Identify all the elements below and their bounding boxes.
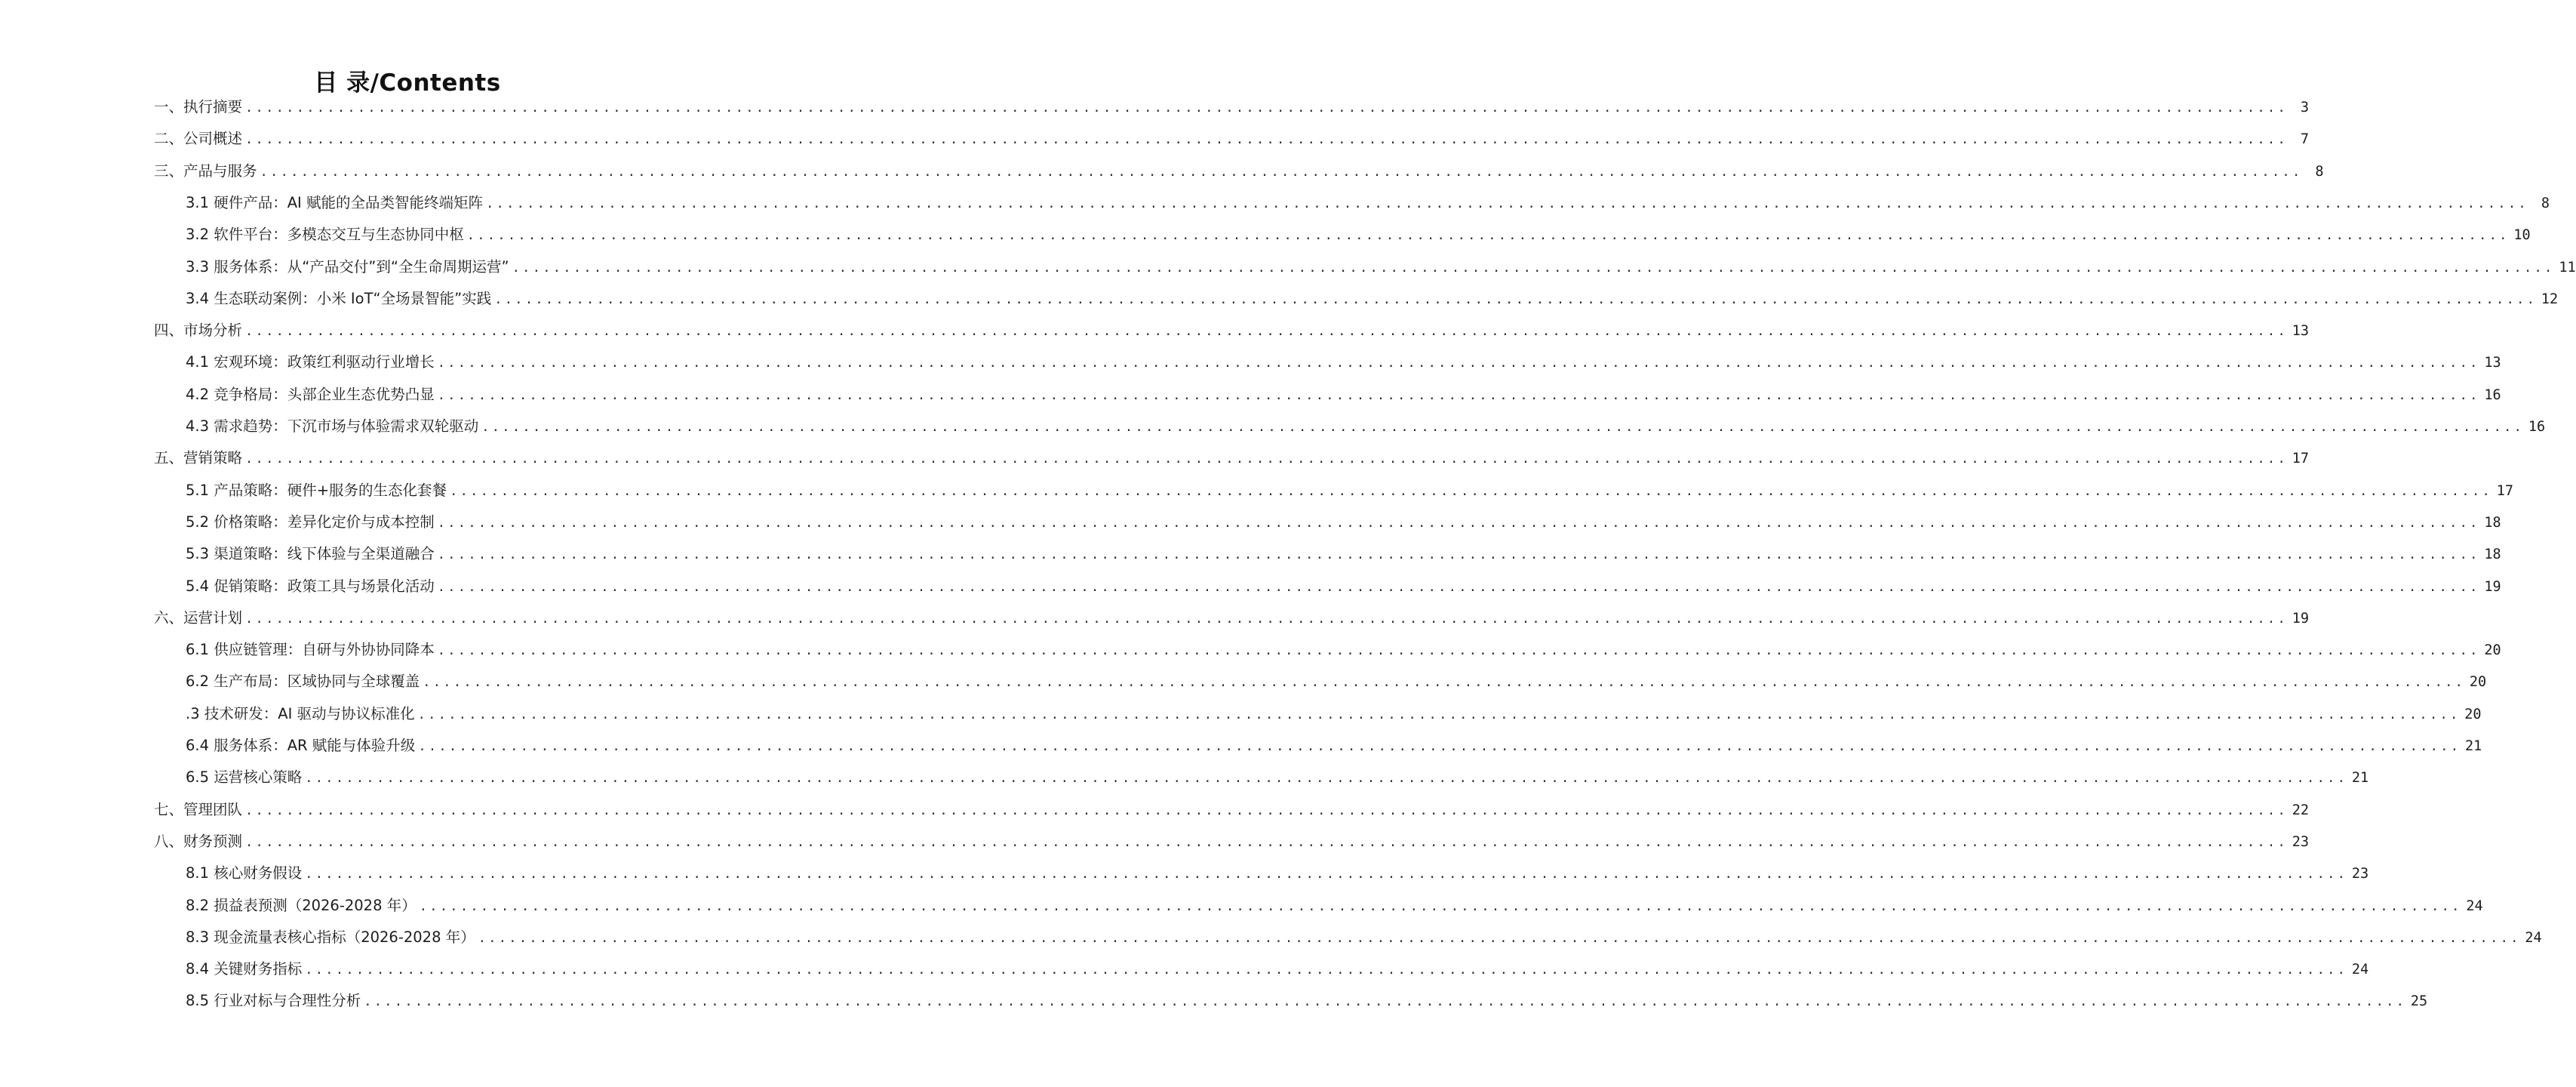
toc-leader-dots: ........................................................................................................................................................................................................ <box>437 579 2480 595</box>
toc-entry-subsection[interactable] <box>186 252 2576 282</box>
toc-entry-label: 3.2 软件平台：多模态交互与生态协同中枢 <box>186 226 464 244</box>
toc-leader-dots: ........................................................................................................................................................................................................ <box>437 356 2480 371</box>
toc-entry-page-number: 16 <box>2528 419 2546 435</box>
toc-leader-dots: ........................................................................................................................................................................................................ <box>245 100 2288 115</box>
toc-entry-subsection[interactable] <box>186 762 2369 793</box>
toc-leader-dots: ........................................................................................................................................................................................................ <box>245 324 2288 340</box>
toc-entry-page-number: 23 <box>2292 833 2309 850</box>
toc-leader-dots: ........................................................................................................................................................................................................ <box>245 451 2288 467</box>
toc-entry-section[interactable] <box>154 443 2309 473</box>
toc-leader-dots: ........................................................................................................................................................................................................ <box>305 867 2348 882</box>
toc-leader-dots: ........................................................................................................................................................................................................ <box>478 930 2521 946</box>
toc-title: 目 录/Contents <box>314 69 501 97</box>
toc-entry-page-number: 19 <box>2484 578 2501 595</box>
toc-entry-subsection[interactable] <box>186 891 2483 921</box>
toc-entry-page-number: 20 <box>2469 674 2487 691</box>
toc-entry-label: 4.1 宏观环境：政策红利驱动行业增长 <box>186 353 435 371</box>
toc-entry-subsection[interactable] <box>186 858 2369 888</box>
toc-entry-label: 6.4 服务体系：AR 赋能与体验升级 <box>186 737 416 754</box>
toc-entry-label: 8.3 现金流量表核心指标（2026-2028 年） <box>186 928 475 946</box>
toc-leader-dots: ........................................................................................................................................................................................................ <box>437 387 2480 403</box>
toc-entry-subsection[interactable] <box>186 731 2482 761</box>
toc-entry-page-number: 12 <box>2541 291 2559 307</box>
toc-leader-dots: ........................................................................................................................................................................................................ <box>466 228 2510 244</box>
toc-entry-subsection[interactable] <box>186 699 2482 729</box>
toc-entry-page-number: 13 <box>2292 323 2309 340</box>
toc-entry-label: .3 技术研发：AI 驱动与协议标准化 <box>186 704 415 722</box>
toc-entry-label: 5.4 促销策略：政策工具与场景化活动 <box>186 577 435 595</box>
toc-leader-dots: ........................................................................................................................................................................................................ <box>417 707 2461 722</box>
toc-entry-label: 六、运营计划 <box>154 608 243 627</box>
toc-entry-label: 三、产品与服务 <box>154 162 257 180</box>
toc-entry-label: 8.1 核心财务假设 <box>186 864 303 882</box>
toc-entry-subsection[interactable] <box>186 284 2559 314</box>
toc-leader-dots: ........................................................................................................................................................................................................ <box>423 675 2466 691</box>
toc-leader-dots: ........................................................................................................................................................................................................ <box>364 994 2407 1010</box>
toc-entry-label: 七、管理团队 <box>154 800 243 818</box>
toc-entry-label: 3.4 生态联动案例：小米 IoT“全场景智能”实践 <box>186 289 492 307</box>
toc-entry-section[interactable] <box>154 795 2309 825</box>
toc-entry-page-number: 19 <box>2292 610 2309 627</box>
toc-entry-section[interactable] <box>154 156 2324 186</box>
toc-leader-dots: ........................................................................................................................................................................................................ <box>305 962 2348 978</box>
toc-entry-label: 4.2 竞争格局：头部企业生态优势凸显 <box>186 385 435 403</box>
toc-leader-dots: ........................................................................................................................................................................................................ <box>450 483 2493 499</box>
toc-entry-subsection[interactable] <box>186 922 2542 953</box>
toc-entry-label: 4.3 需求趋势：下沉市场与体验需求双轮驱动 <box>186 417 479 435</box>
toc-entry-subsection[interactable] <box>186 571 2501 602</box>
toc-entry-page-number: 18 <box>2484 547 2501 563</box>
toc-leader-dots: ........................................................................................................................................................................................................ <box>245 611 2288 627</box>
toc-entry-label: 5.3 渠道策略：线下体验与全渠道融合 <box>186 545 435 563</box>
toc-entry-page-number: 10 <box>2513 227 2531 244</box>
toc-entry-page-number: 24 <box>2466 898 2483 914</box>
toc-entry-label: 3.1 硬件产品：AI 赋能的全品类智能终端矩阵 <box>186 193 483 211</box>
toc-leader-dots: ........................................................................................................................................................................................................ <box>245 834 2288 850</box>
toc-entry-page-number: 21 <box>2351 770 2369 787</box>
toc-entry-label: 5.2 价格策略：差异化定价与成本控制 <box>186 513 435 531</box>
toc-entry-label: 5.1 产品策略：硬件+服务的生态化套餐 <box>186 481 447 499</box>
toc-entry-subsection[interactable] <box>186 635 2501 665</box>
toc-entry-page-number: 13 <box>2484 355 2501 371</box>
toc-entry-subsection[interactable] <box>186 380 2501 410</box>
toc-entry-label: 3.3 服务体系：从“产品交付”到“全生命周期运营” <box>186 257 509 276</box>
toc-entry-section[interactable] <box>154 92 2309 122</box>
toc-leader-dots: ........................................................................................................................................................................................................ <box>418 739 2461 754</box>
toc-entry-page-number: 24 <box>2351 962 2369 978</box>
toc-entry-page-number: 21 <box>2465 738 2482 754</box>
toc-leader-dots: ........................................................................................................................................................................................................ <box>419 898 2462 914</box>
toc-entry-subsection[interactable] <box>186 507 2501 537</box>
toc-leader-dots: ........................................................................................................................................................................................................ <box>486 196 2528 211</box>
toc-entry-subsection[interactable] <box>186 347 2501 377</box>
toc-entry-page-number: 17 <box>2496 482 2514 499</box>
toc-entry-page-number: 18 <box>2484 514 2501 531</box>
toc-leader-dots: ........................................................................................................................................................................................................ <box>245 132 2288 148</box>
toc-entry-label: 五、营销策略 <box>154 449 243 467</box>
toc-entry-page-number: 8 <box>2541 195 2550 211</box>
toc-entry-page-number: 17 <box>2292 451 2309 467</box>
toc-entry-subsection[interactable] <box>186 220 2531 250</box>
toc-entry-page-number: 11 <box>2559 259 2576 276</box>
toc-leader-dots: ........................................................................................................................................................................................................ <box>437 547 2480 563</box>
toc-leader-dots: ........................................................................................................................................................................................................ <box>437 515 2480 531</box>
toc-entry-label: 一、执行摘要 <box>154 98 243 115</box>
toc-entry-section[interactable] <box>154 603 2309 633</box>
toc-entry-label: 八、财务预测 <box>154 832 243 850</box>
toc-entry-section[interactable] <box>154 124 2309 154</box>
toc-entry-page-number: 16 <box>2484 386 2501 403</box>
toc-entry-page-number: 20 <box>2464 706 2482 722</box>
toc-entry-subsection[interactable] <box>186 986 2428 1016</box>
toc-entry-page-number: 24 <box>2525 929 2542 946</box>
toc-entry-page-number: 3 <box>2300 100 2309 115</box>
toc-leader-dots: ........................................................................................................................................................................................................ <box>260 164 2303 180</box>
toc-leader-dots: ........................................................................................................................................................................................................ <box>494 291 2538 307</box>
toc-leader-dots: ........................................................................................................................................................................................................ <box>512 260 2555 276</box>
toc-leader-dots: ........................................................................................................................................................................................................ <box>245 802 2288 818</box>
toc-entry-subsection[interactable] <box>186 539 2501 569</box>
toc-entry-subsection[interactable] <box>186 188 2550 218</box>
toc-entry-subsection[interactable] <box>186 954 2369 984</box>
toc-leader-dots: ........................................................................................................................................................................................................ <box>481 420 2525 435</box>
toc-entry-page-number: 20 <box>2484 642 2501 659</box>
toc-entry-label: 四、市场分析 <box>154 322 243 340</box>
toc-entry-section[interactable] <box>154 827 2309 857</box>
toc-entry-label: 8.5 行业对标与合理性分析 <box>186 992 361 1010</box>
toc-entry-page-number: 7 <box>2300 131 2309 148</box>
toc-entry-subsection[interactable] <box>186 667 2487 697</box>
toc-entry-subsection[interactable] <box>186 476 2514 506</box>
toc-entry-label: 6.5 运营核心策略 <box>186 768 303 787</box>
toc-entry-page-number: 23 <box>2351 866 2369 882</box>
toc-entry-label: 8.2 损益表预测（2026-2028 年） <box>186 896 417 914</box>
toc-entry-subsection[interactable] <box>186 411 2546 442</box>
toc-entry-label: 6.2 生产布局：区域协同与全球覆盖 <box>186 673 420 691</box>
toc-entry-page-number: 22 <box>2292 802 2309 818</box>
toc-leader-dots: ........................................................................................................................................................................................................ <box>437 643 2480 659</box>
toc-entry-page-number: 8 <box>2315 163 2324 180</box>
toc-leader-dots: ........................................................................................................................................................................................................ <box>305 771 2348 787</box>
toc-entry-page-number: 25 <box>2410 993 2428 1010</box>
toc-entry-label: 二、公司概述 <box>154 130 243 148</box>
toc-entry-label: 8.4 关键财务指标 <box>186 960 303 978</box>
toc-entry-section[interactable] <box>154 316 2309 346</box>
toc-entry-label: 6.1 供应链管理：自研与外协协同降本 <box>186 641 435 659</box>
